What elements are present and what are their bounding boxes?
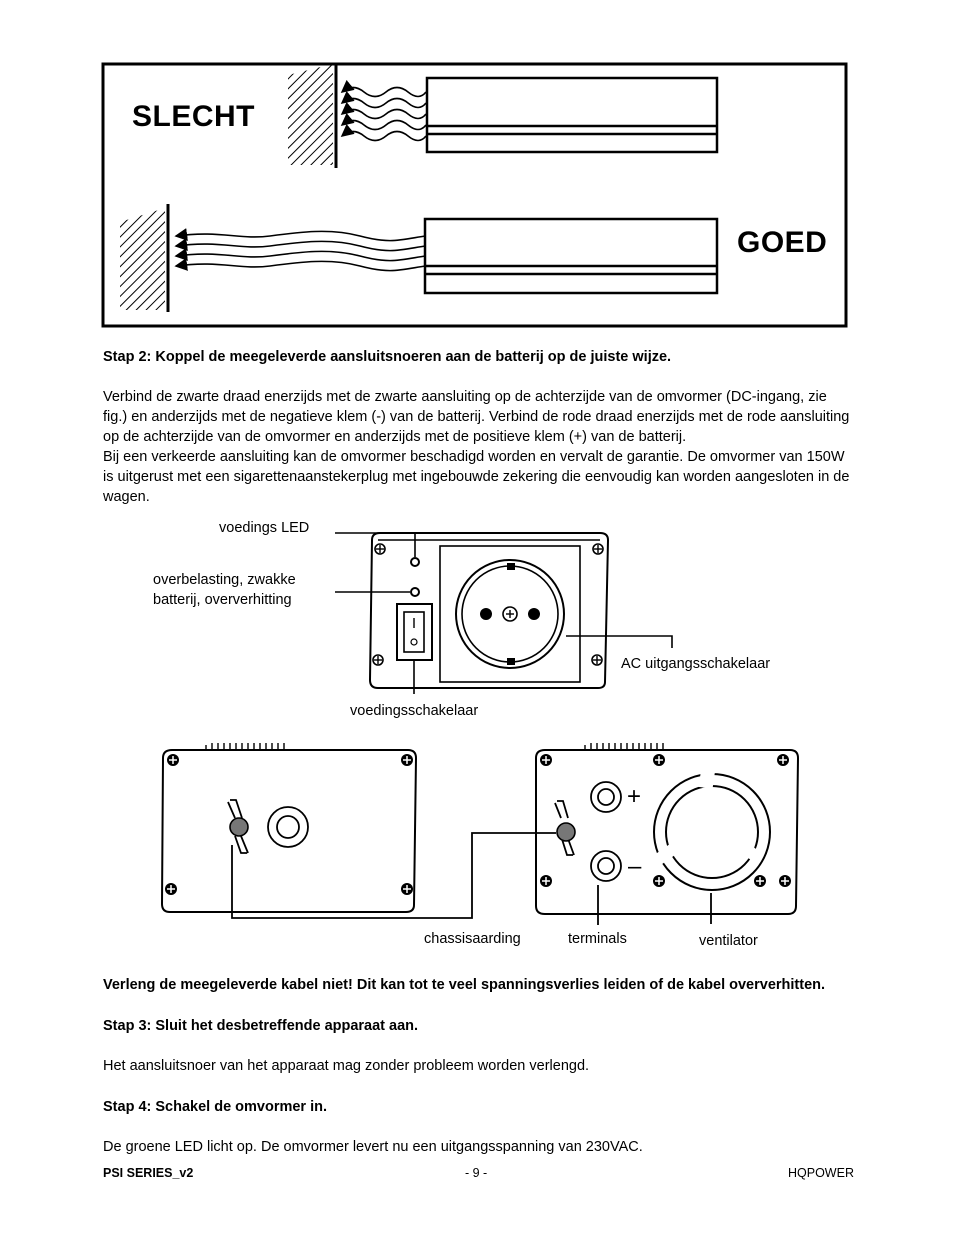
step2-line-5: is uitgerust met een sigarettenaanstekerplug met ingebouwde zekering die eenvoudig kan worden aangesloten in de: [103, 469, 850, 485]
good-label: GOED: [737, 226, 828, 259]
power-led-label: voedings LED: [219, 520, 310, 536]
footer-left: PSI SERIES_v2: [103, 1166, 194, 1180]
footer-page-number: - 9 -: [465, 1166, 488, 1180]
step2-line-6: wagen.: [103, 489, 150, 505]
overload-label-1: overbelasting, zwakke: [153, 572, 296, 588]
step2-line-1: Verbind de zwarte draad enerzijds met de zwarte aansluiting op de achterzijde van de omvormer (DC-ingang, zie: [103, 389, 827, 405]
step3-text: Het aansluitsnoer van het apparaat mag zonder probleem worden verlengd.: [103, 1058, 590, 1074]
step3-heading: Stap 3: Sluit het desbetreffende apparaat aan.: [103, 1018, 419, 1034]
step2-line-2: fig.) en anderzijds met de negatieve klem (-) van de batterij. Verbind de rode draad enerzijds met de rode aansluiting: [103, 409, 850, 425]
step4-text: De groene LED licht op. De omvormer levert nu een uitgangsspanning van 230VAC.: [103, 1139, 643, 1155]
chassis-ground-label: chassisaarding: [424, 931, 521, 947]
bad-label: SLECHT: [132, 100, 255, 133]
warning-text: Verleng de meegeleverde kabel niet! Dit kan tot te veel spanningsverlies leiden of de kabel oververhitten.: [103, 977, 826, 993]
step4-heading: Stap 4: Schakel de omvormer in.: [103, 1099, 328, 1115]
plus-terminal-label: +: [627, 783, 642, 810]
footer-right: HQPOWER: [788, 1166, 854, 1180]
step2-line-3: op de achterzijde van de omvormer en anderzijds met de positieve klem (+) van de batterij.: [103, 429, 687, 445]
fan-label: ventilator: [699, 933, 758, 949]
overload-label-2: batterij, oververhitting: [153, 592, 292, 608]
terminals-label: terminals: [568, 931, 627, 947]
step2-line-4: Bij een verkeerde aansluiting kan de omvormer beschadigd worden en vervalt de garantie. De omvormer van 150W: [103, 449, 845, 465]
power-switch-label: voedingsschakelaar: [350, 703, 479, 719]
ac-outlet-label: AC uitgangsschakelaar: [621, 656, 771, 672]
minus-terminal-label: –: [628, 853, 642, 880]
step2-heading: Stap 2: Koppel de meegeleverde aansluitsnoeren aan de batterij op de juiste wijze.: [103, 349, 672, 365]
